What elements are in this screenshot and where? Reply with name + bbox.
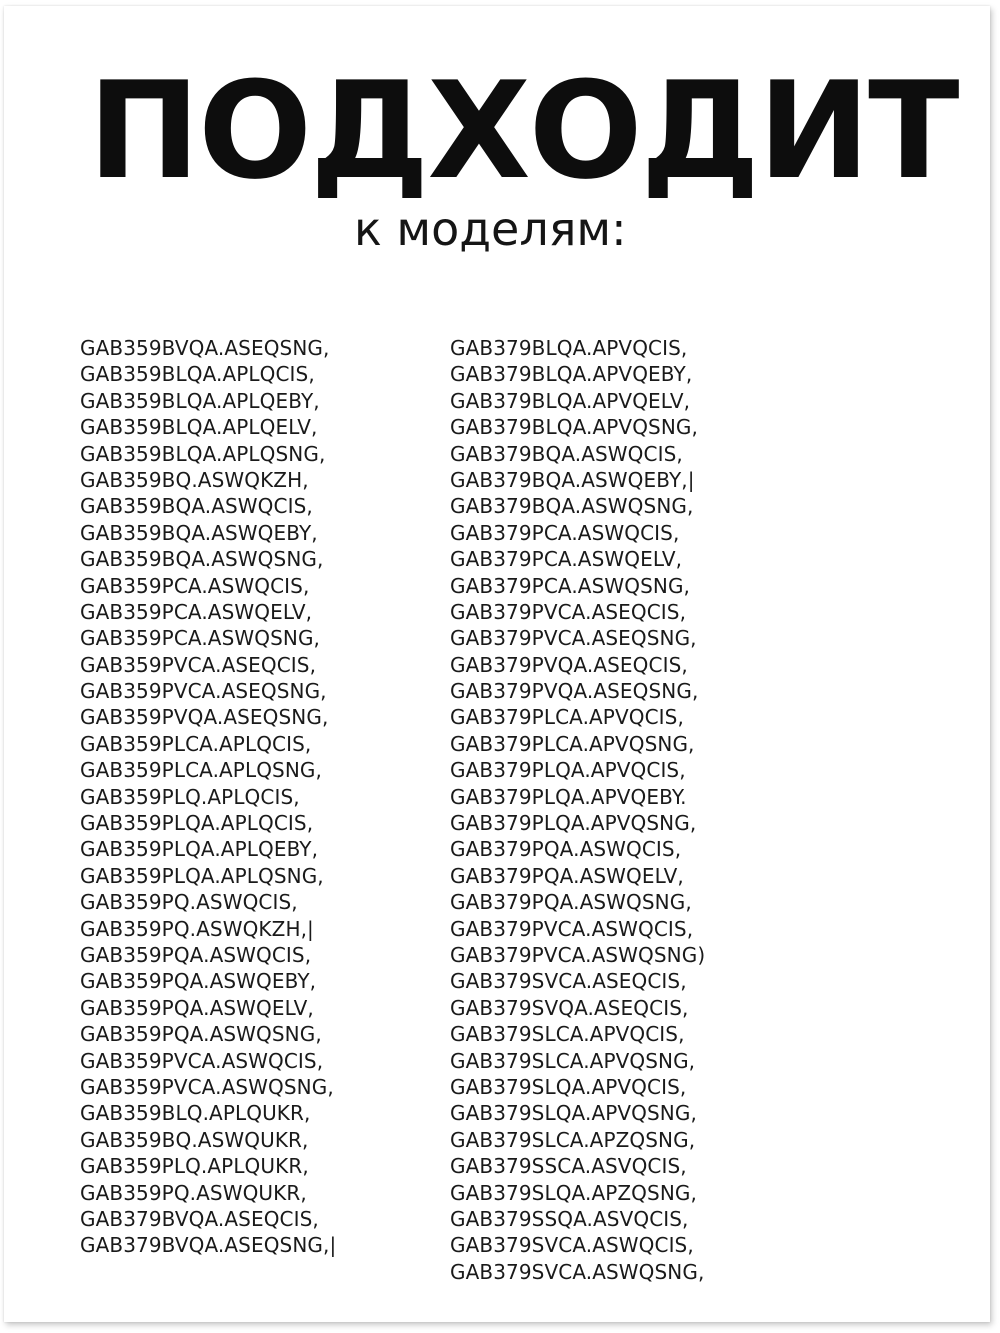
model-list-item: GAB359PLQA.APLQEBY, bbox=[80, 837, 319, 862]
model-list-item: GAB379PCA.ASWQELV, bbox=[450, 547, 683, 572]
model-list-item: GAB379BVQA.ASEQSNG,| bbox=[80, 1233, 337, 1258]
model-list-item: GAB359PQA.ASWQEBY, bbox=[80, 969, 317, 994]
model-list-item: GAB359PQA.ASWQCIS, bbox=[80, 942, 312, 967]
model-list-item: GAB359BLQ.APLQUKR, bbox=[80, 1101, 311, 1126]
model-list-item: GAB379PQA.ASWQELV, bbox=[450, 863, 684, 888]
model-list-item: GAB379SLCA.APVQCIS, bbox=[450, 1022, 685, 1047]
model-list-item: GAB379SLQA.APZQSNG, bbox=[450, 1180, 697, 1205]
page-subtitle: к моделям: bbox=[354, 202, 627, 256]
model-list-item: GAB359PCA.ASWQCIS, bbox=[80, 573, 310, 598]
model-list-item: GAB379SSQA.ASVQCIS, bbox=[450, 1206, 689, 1231]
model-list-left bbox=[80, 335, 336, 1259]
model-list-item: GAB359PVCA.ASWQCIS, bbox=[80, 1048, 324, 1073]
model-list-item: GAB359PLCA.APLQCIS, bbox=[80, 731, 312, 756]
model-list-item: GAB359PLQ.APLQUKR, bbox=[80, 1154, 309, 1179]
model-list-item: GAB359PLQA.APLQCIS, bbox=[80, 811, 314, 836]
model-list-item: GAB379PVCA.ASWQCIS, bbox=[450, 916, 694, 941]
model-list-item: GAB359PQA.ASWQELV, bbox=[80, 995, 314, 1020]
model-list-item: GAB359PQA.ASWQSNG, bbox=[80, 1022, 322, 1047]
model-list-item: GAB379BQA.ASWQEBY,| bbox=[450, 467, 695, 492]
model-list-item: GAB359PLQA.APLQSNG, bbox=[80, 863, 324, 888]
model-list-item: GAB379PLQA.APVQCIS, bbox=[450, 758, 686, 783]
model-list-item: GAB359PCA.ASWQSNG, bbox=[80, 626, 320, 651]
model-list-item: GAB359PQ.ASWQCIS, bbox=[80, 890, 298, 915]
model-list-item: GAB379PVQA.ASEQSNG, bbox=[450, 679, 699, 704]
model-list-item: GAB359PVCA.ASEQCIS, bbox=[80, 652, 317, 677]
model-list-item: GAB359BLQA.APLQEBY, bbox=[80, 388, 320, 413]
model-list-item: GAB379PQA.ASWQCIS, bbox=[450, 837, 682, 862]
model-list-item: GAB359BQ.ASWQUKR, bbox=[80, 1127, 309, 1152]
model-list-item: GAB359BLQA.APLQCIS, bbox=[80, 362, 315, 387]
model-list-item: GAB379SVQA.ASEQCIS, bbox=[450, 995, 689, 1020]
model-list-item: GAB359PLCA.APLQSNG, bbox=[80, 758, 322, 783]
model-list-item: GAB379SLQA.APVQSNG, bbox=[450, 1101, 697, 1126]
model-list-item: GAB359BQA.ASWQCIS, bbox=[80, 494, 313, 519]
model-list-item: GAB359PVCA.ASEQSNG, bbox=[80, 679, 327, 704]
model-list-item: GAB359PCA.ASWQELV, bbox=[80, 599, 313, 624]
model-list-item: GAB359BQA.ASWQEBY, bbox=[80, 520, 318, 545]
model-list-item: GAB359PVQA.ASEQSNG, bbox=[80, 705, 329, 730]
page-title: ПОДХОДИТ bbox=[88, 53, 958, 209]
model-list-item: GAB379SVCA.ASEQCIS, bbox=[450, 969, 687, 994]
model-list-item: GAB379BLQA.APVQSNG, bbox=[450, 415, 698, 440]
document-page bbox=[4, 6, 990, 1322]
model-list-item: GAB379PLQA.APVQEBY. bbox=[450, 784, 687, 809]
model-list-item: GAB379PCA.ASWQCIS, bbox=[450, 520, 680, 545]
model-list-item: GAB379SVCA.ASWQSNG, bbox=[450, 1259, 705, 1284]
model-list-item: GAB379BLQA.APVQEBY, bbox=[450, 362, 693, 387]
model-list-item: GAB379PVCA.ASWQSNG) bbox=[450, 942, 706, 967]
model-list-item: GAB379BQA.ASWQCIS, bbox=[450, 441, 683, 466]
model-list-item: GAB379SSCA.ASVQCIS, bbox=[450, 1154, 687, 1179]
model-list-item: GAB379PQA.ASWQSNG, bbox=[450, 890, 692, 915]
model-list-item: GAB359PQ.ASWQUKR, bbox=[80, 1180, 307, 1205]
model-list-item: GAB359PLQ.APLQCIS, bbox=[80, 784, 300, 809]
model-list-item: GAB379PCA.ASWQSNG, bbox=[450, 573, 690, 598]
model-list-item: GAB359PQ.ASWQKZH,| bbox=[80, 916, 314, 941]
model-list-item: GAB379SLQA.APVQCIS, bbox=[450, 1074, 687, 1099]
model-list-item: GAB379PVQA.ASEQCIS, bbox=[450, 652, 688, 677]
model-list-item: GAB359PVCA.ASWQSNG, bbox=[80, 1074, 334, 1099]
model-list-item: GAB379PLCA.APVQSNG, bbox=[450, 731, 695, 756]
model-list-item: GAB379BQA.ASWQSNG, bbox=[450, 494, 694, 519]
model-list-item: GAB379SVCA.ASWQCIS, bbox=[450, 1233, 694, 1258]
model-list-item: GAB379SLCA.APVQSNG, bbox=[450, 1048, 696, 1073]
model-list-right bbox=[450, 335, 705, 1285]
model-list-item: GAB379PVCA.ASEQSNG, bbox=[450, 626, 697, 651]
model-list-item: GAB379PLQA.APVQSNG, bbox=[450, 811, 697, 836]
model-list-item: GAB379BLQA.APVQELV, bbox=[450, 388, 691, 413]
model-list-item: GAB359BQA.ASWQSNG, bbox=[80, 547, 324, 572]
model-list-item: GAB379BVQA.ASEQCIS, bbox=[80, 1206, 319, 1231]
model-list-item: GAB359BVQA.ASEQSNG, bbox=[80, 336, 330, 360]
model-list-item: GAB359BLQA.APLQELV, bbox=[80, 415, 318, 440]
model-list-item: GAB359BLQA.APLQSNG, bbox=[80, 441, 326, 466]
model-list-item: GAB359BQ.ASWQKZH, bbox=[80, 467, 309, 492]
model-list-item: GAB379PVCA.ASEQCIS, bbox=[450, 599, 687, 624]
model-list-item: GAB379SLCA.APZQSNG, bbox=[450, 1127, 696, 1152]
model-list-item: GAB379PLCA.APVQCIS, bbox=[450, 705, 684, 730]
model-list-item: GAB379BLQA.APVQCIS, bbox=[450, 336, 688, 360]
